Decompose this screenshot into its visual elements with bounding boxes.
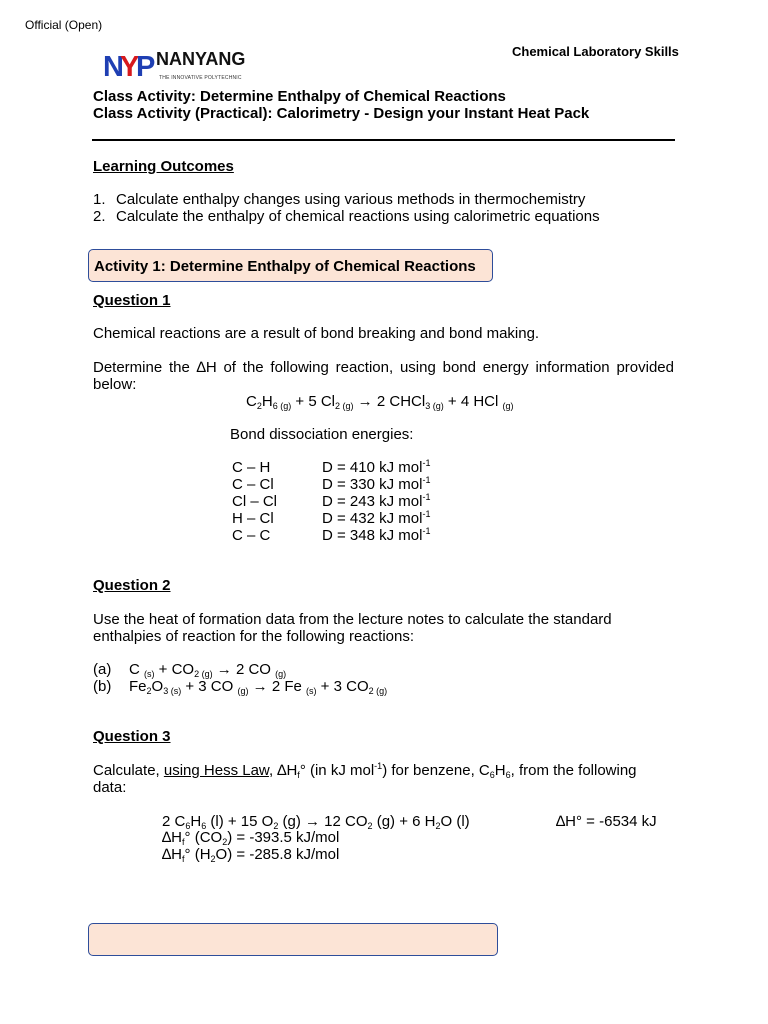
bond-unit-exponent: -1	[422, 509, 431, 519]
outcome-text: Calculate the enthalpy of chemical reactions using calorimetric equations	[116, 208, 600, 225]
bond-row	[232, 459, 532, 476]
combustion-enthalpy: ∆H° = -6534 kJ	[556, 813, 657, 830]
bond-row	[232, 527, 532, 544]
bond-name: H – Cl	[232, 510, 274, 527]
question-1-instruction: Determine the ∆H of the following reaction, using bond energy information provided below:	[93, 359, 674, 393]
co2-value: = -393.5 kJ/mol	[236, 829, 340, 846]
question-1-heading: Question 1	[93, 292, 171, 309]
bond-energy-table	[232, 459, 532, 544]
part-label: (b)	[93, 678, 112, 695]
nyp-logo	[103, 50, 253, 80]
bond-energy: D = 330 kJ mol	[322, 476, 423, 493]
outcome-number: 2.	[93, 208, 106, 225]
nyp-logo-icon	[103, 50, 159, 80]
question-2-heading: Question 2	[93, 577, 171, 594]
title-line-2: Class Activity (Practical): Calorimetry - Design your Instant Heat Pack	[93, 105, 590, 122]
bond-name: C – Cl	[232, 476, 274, 493]
bond-unit-exponent: -1	[422, 526, 431, 536]
learning-outcome-item	[93, 191, 586, 208]
svg-text:P: P	[136, 51, 156, 80]
h2o-formation-enthalpy: $\Delta H_f^\circ$ $(H_2O) = -285.8$ kJ/mol	[162, 846, 340, 864]
svg-text:Y: Y	[120, 51, 140, 80]
classification-label: Official (Open)	[25, 18, 103, 32]
bond-row	[232, 493, 532, 510]
question-2-instruction: Use the heat of formation data from the lecture notes to calculate the standard enthalpies of reaction for the following reactions:	[93, 611, 612, 645]
bond-energy: D = 410 kJ mol	[322, 459, 423, 476]
q3-text-end: ) for benzene, C	[382, 762, 490, 779]
bond-energy: D = 432 kJ mol	[322, 510, 423, 527]
question-1-equation: $C_2H_{6 (g)} + 5$ $Cl_{2 (g)} \to 2$ CHCl$_{3 (g)}$ + 4 HCl $_{(g)}$	[246, 393, 514, 411]
bond-unit-exponent: -1	[422, 475, 431, 485]
logo-tagline: THE INNOVATIVE POLYTECHNIC	[159, 75, 242, 81]
bond-unit-exponent: -1	[422, 492, 431, 502]
activity-1-title: Activity 1: Determine Enthalpy of Chemical Reactions	[94, 258, 476, 275]
header-divider	[92, 139, 675, 141]
title-line-1: Class Activity: Determine Enthalpy of Chemical Reactions	[93, 88, 506, 105]
co2-formation-enthalpy: $\Delta H_f^\circ$ $(CO_2) = -393.5$ kJ/mol	[162, 829, 340, 847]
reaction-a-equation: C $_{(s)} + CO_{2 (g)} \to 2$ CO $_{(g)}$	[129, 661, 287, 679]
outcome-text: Calculate enthalpy changes using various methods in thermochemistry	[116, 191, 586, 208]
q3-text-start: Calculate,	[93, 762, 164, 779]
bond-name: C – H	[232, 459, 271, 476]
bond-energy: D = 348 kJ mol	[322, 527, 423, 544]
question-2-part-a	[93, 661, 287, 679]
bond-row	[232, 510, 532, 527]
bond-name: C – C	[232, 527, 271, 544]
logo-name: NANYANG	[156, 49, 246, 69]
reaction-b-equation: $Fe_2O_{3 (s)} + 3$ CO $_{(g)}$ → 2 Fe $_{(s)}$ + 3 $CO_{2 (g)}$	[129, 678, 388, 696]
bond-energies-heading: Bond dissociation energies:	[230, 426, 414, 443]
learning-outcomes-heading: Learning Outcomes	[93, 158, 234, 175]
h2o-value: = -285.8 kJ/mol	[236, 846, 340, 863]
outcome-number: 1.	[93, 191, 106, 208]
question-2-part-b	[93, 678, 388, 696]
question-3-heading: Question 3	[93, 728, 171, 745]
course-title: Chemical Laboratory Skills	[512, 44, 679, 59]
benzene-combustion-equation: 2 $C_6H_6$ (l) + 15 $O_2$ (g) → 12 $CO_2$ (g) + 6 $H_2O$ (l)	[162, 813, 470, 831]
bond-energy: D = 243 kJ mol	[322, 493, 423, 510]
part-label: (a)	[93, 661, 112, 678]
q3-text-tail: , from the following data:	[93, 762, 637, 796]
activity-2-box	[88, 923, 498, 956]
question-3-instruction: Calculate, using Hess Law, $\Delta H_f^\circ$ (in kJ mol$^{-1}$) for benzene, $C_6H_6$, from the following data:	[93, 761, 637, 796]
learning-outcome-item	[93, 208, 600, 225]
q3-text-rest: (in kJ mol	[309, 762, 375, 779]
bond-name: Cl – Cl	[232, 493, 278, 510]
hess-law-term: using Hess Law	[163, 762, 269, 779]
bond-row	[232, 476, 532, 493]
question-1-intro: Chemical reactions are a result of bond breaking and bond making.	[93, 325, 540, 342]
bond-unit-exponent: -1	[422, 458, 431, 468]
svg-text:N: N	[103, 51, 124, 80]
q3-text-mid: , ∆H	[268, 762, 298, 779]
activity-1-box	[88, 249, 493, 282]
